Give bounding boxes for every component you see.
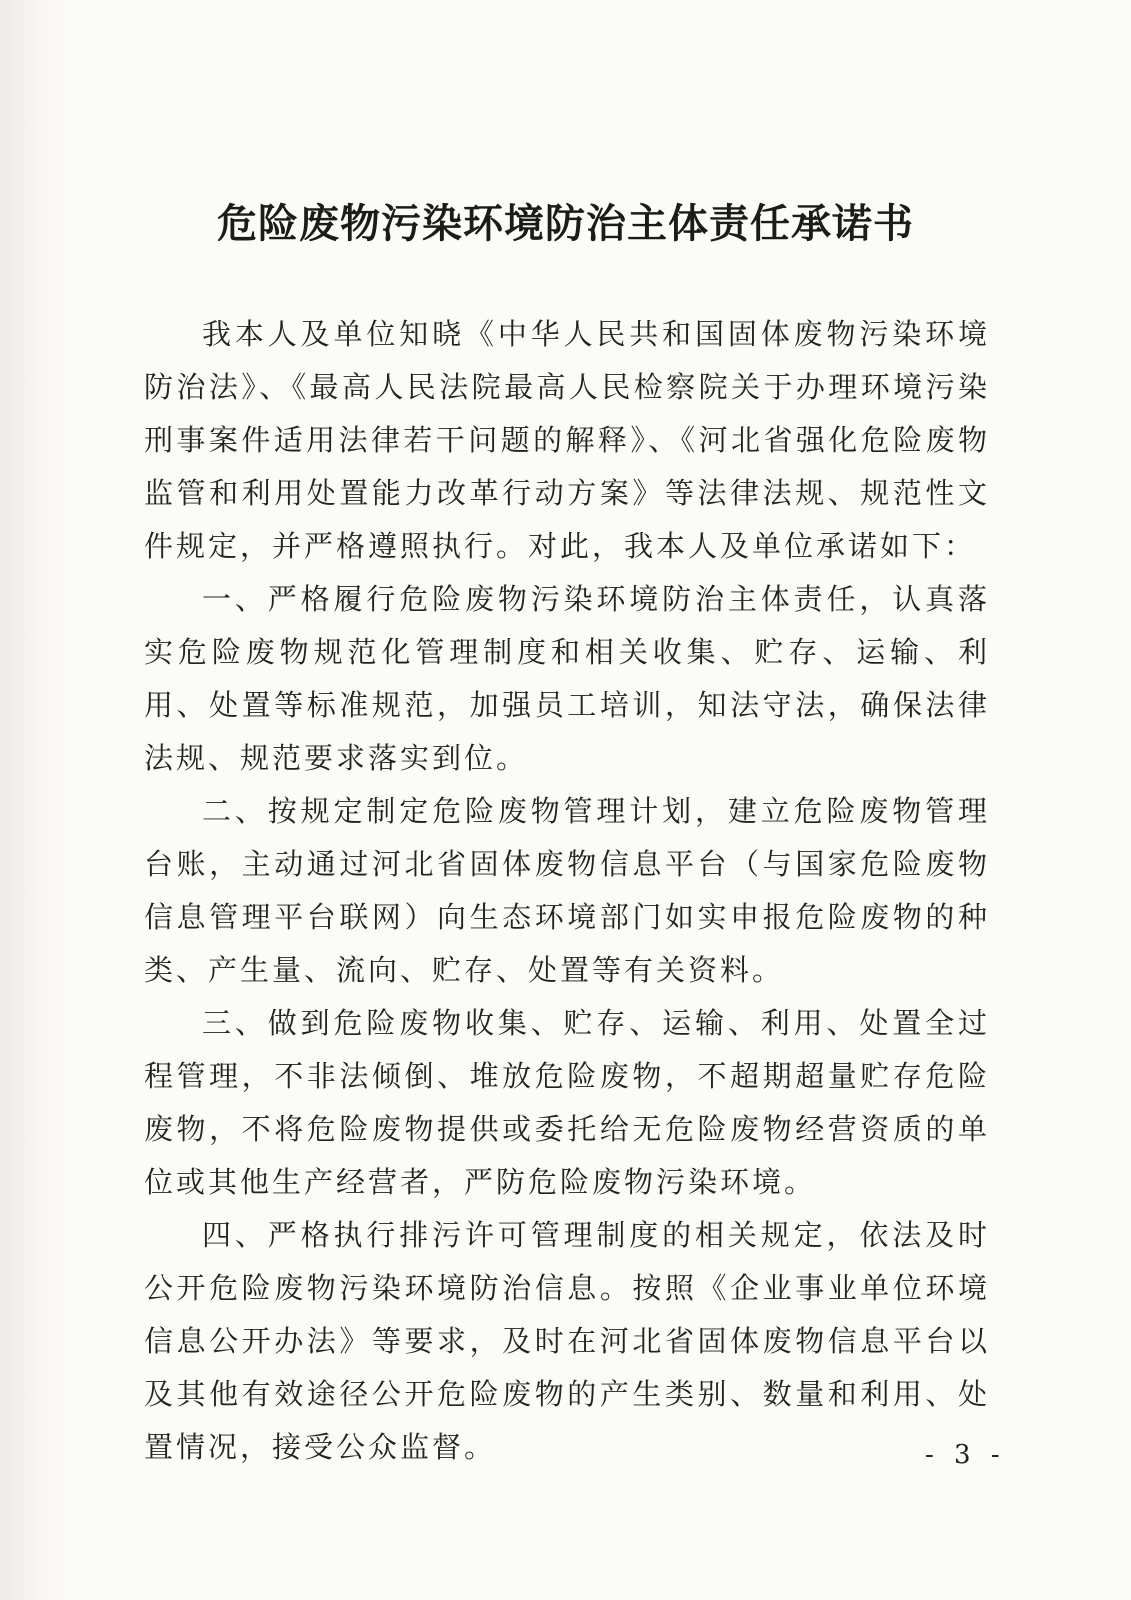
paragraph-item-1: 一、严格履行危险废物污染环境防治主体责任，认真落实危险废物规范化管理制度和相关收集、贮存、运输、利用、处置等标准规范，加强员工培训，知法守法，确保法律法规、规范要求落实到位。 — [144, 582, 990, 775]
paragraph-intro: 我本人及单位知晓《中华人民共和国固体废物污染环境防治法》、《最高人民法院最高人民检察院关于办理环境污染刑事案件适用法律若干问题的解释》、《河北省强化危险废物监管和利用处置能力改革行动方案》等法律法规、规范性文件规定，并严格遵照执行。对此，我本人及单位承诺如下： — [144, 317, 990, 563]
paragraph-item-4: 四、严格执行排污许可管理制度的相关规定，依法及时公开危险废物污染环境防治信息。按照《企业事业单位环境信息公开办法》等要求，及时在河北省固体废物信息平台以及其他有效途径公开危险废物的产生类别、数量和利用、处置情况，接受公众监督。 — [144, 1218, 990, 1464]
document-body — [144, 308, 990, 1474]
paragraph-item-2: 二、按规定制定危险废物管理计划，建立危险废物管理台账，主动通过河北省固体废物信息平台（与国家危险废物信息管理平台联网）向生态环境部门如实申报危险废物的种类、产生量、流向、贮存、处置等有关资料。 — [144, 794, 990, 987]
page-number: - 3 - — [925, 1440, 1006, 1470]
paragraph-item-3: 三、做到危险废物收集、贮存、运输、利用、处置全过程管理，不非法倾倒、堆放危险废物，不超期超量贮存危险废物，不将危险废物提供或委托给无危险废物经营资质的单位或其他生产经营者，严防危险废物污染环境。 — [144, 1006, 990, 1199]
document-title: 危险废物污染环境防治主体责任承诺书 — [217, 200, 914, 247]
